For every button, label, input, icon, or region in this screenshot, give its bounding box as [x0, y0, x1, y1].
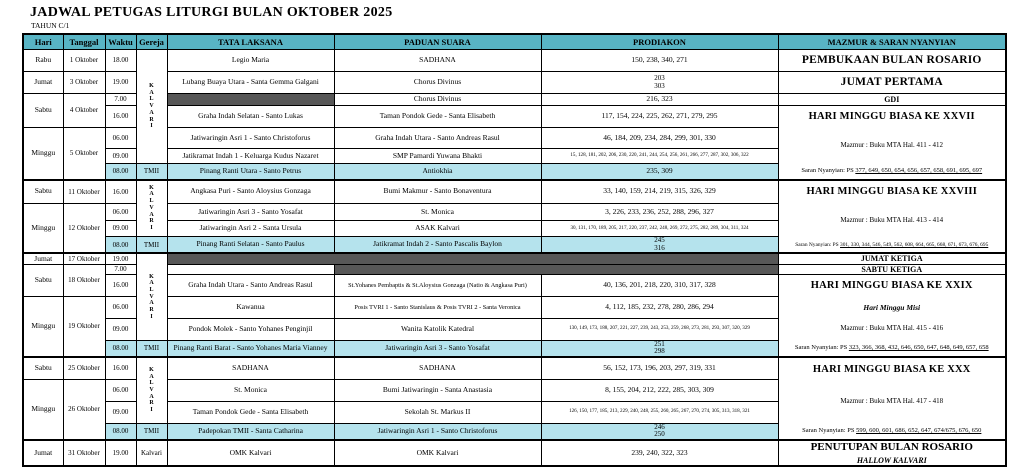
mazmur-block-title: HARI MINGGU BIASA KE XXVII — [808, 111, 975, 123]
paduan-suara: SADHANA — [334, 357, 541, 379]
mazmur-reference: Mazmur : Buku MTA Hal. 411 - 412 — [840, 141, 944, 150]
waktu: 08.00 — [105, 423, 136, 440]
table-row — [23, 50, 1006, 72]
mazmur-block — [778, 357, 1006, 440]
prodiakon: 203 303 — [541, 72, 778, 94]
mazmur-block — [778, 180, 1006, 254]
gereja-tmii: TMII — [136, 164, 167, 180]
paduan-suara: Wanita Katolik Katedral — [334, 318, 541, 340]
tanggal: 3 Oktober — [63, 72, 105, 94]
prodiakon: 3, 226, 233, 236, 252, 288, 296, 327 — [541, 204, 778, 221]
table-body — [23, 50, 1006, 466]
gereja-tmii: TMII — [136, 237, 167, 254]
dark-bar — [334, 264, 778, 274]
table-row — [23, 72, 1006, 94]
hari: Rabu — [23, 50, 63, 72]
tanggal: 5 Oktober — [63, 128, 105, 180]
paduan-suara: Bumi Jatiwaringin - Santa Anastasia — [334, 379, 541, 401]
hari: Sabtu — [23, 357, 63, 379]
mazmur-block-title: HARI MINGGU BIASA KE XXIX — [810, 280, 973, 292]
tanggal: 18 Oktober — [63, 264, 105, 296]
prodiakon: 239, 240, 322, 323 — [541, 440, 778, 466]
table-header — [23, 34, 1006, 50]
paduan-suara: Sekolah St. Markus II — [334, 401, 541, 423]
prodiakon: 245 316 — [541, 237, 778, 254]
waktu: 16.00 — [105, 180, 136, 204]
paduan-suara: Graha Indah Utara - Santo Andreas Rasul — [334, 128, 541, 149]
prodiakon: 150, 238, 340, 271 — [541, 50, 778, 72]
prodiakon: 15, 128, 181, 202, 206, 230, 220, 241, 244, 254, 256, 261, 266, 277, 287, 302, 306, 322 — [541, 149, 778, 164]
waktu: 7.00 — [105, 94, 136, 106]
waktu: 08.00 — [105, 164, 136, 180]
paduan-suara: Chorus Divinus — [334, 72, 541, 94]
tata-laksana: SADHANA — [167, 357, 334, 379]
prodiakon: 235, 309 — [541, 164, 778, 180]
paduan-suara: Bumi Makmur - Santo Bonaventura — [334, 180, 541, 204]
mazmur-block-title: HARI MINGGU BIASA KE XXX — [812, 363, 971, 375]
hari: Sabtu — [23, 94, 63, 128]
tata-laksana: Angkasa Puri - Santo Aloysius Gonzaga — [167, 180, 334, 204]
table-row — [23, 440, 1006, 466]
tata-laksana: Pondok Molek - Santo Yohanes Penginjil — [167, 318, 334, 340]
tata-laksana: Pinang Ranti Barat - Santo Yohanes Maria Vianney — [167, 340, 334, 357]
col-header-waktu: Waktu — [105, 34, 136, 50]
page-subtitle: TAHUN C/1 — [31, 21, 70, 30]
mazmur: JUMAT PERTAMA — [778, 72, 1006, 94]
paduan-suara: Jatiwaringin Asri 1 - Santo Christoforus — [334, 423, 541, 440]
prodiakon: 40, 136, 201, 218, 220, 310, 317, 328 — [541, 274, 778, 296]
waktu: 06.00 — [105, 379, 136, 401]
mazmur-block — [778, 106, 1006, 180]
table-row — [23, 253, 1006, 264]
waktu: 16.00 — [105, 106, 136, 128]
mazmur: GDI — [778, 94, 1006, 106]
waktu: 09.00 — [105, 401, 136, 423]
waktu: 16.00 — [105, 357, 136, 379]
col-header-tata-laksana: TATA LAKSANA — [167, 34, 334, 50]
hari: Jumat — [23, 72, 63, 94]
table-row — [23, 180, 1006, 204]
gereja-kalvari: K A L V A R I — [136, 357, 167, 423]
prodiakon: 130, 149, 173, 188, 207, 221, 227, 239, 243, 253, 259, 268, 273, 281, 293, 307, 320, 329 — [541, 318, 778, 340]
paduan-suara: St.Yohanes Pembaptis & St.Aloysius Gonzaga (Natio & Angkasa Puri) — [334, 274, 541, 296]
paduan-suara: SADHANA — [334, 50, 541, 72]
tanggal: 4 Oktober — [63, 94, 105, 128]
tanggal: 19 Oktober — [63, 296, 105, 357]
col-header-tanggal: Tanggal — [63, 34, 105, 50]
mazmur-block-note: Hari Minggu Misi — [863, 303, 921, 313]
col-header-gereja: Gereja — [136, 34, 167, 50]
mazmur-reference: Mazmur : Buku MTA Hal. 417 - 418 — [840, 397, 944, 406]
gereja-kalvari: K A L V A R I — [136, 180, 167, 237]
hari: Minggu — [23, 128, 63, 180]
hari: Jumat — [23, 253, 63, 264]
schedule-table — [22, 33, 1007, 467]
mazmur-block-title: HARI MINGGU BIASA KE XXVIII — [806, 185, 977, 197]
mazmur-reference: Mazmur : Buku MTA Hal. 413 - 414 — [840, 215, 944, 224]
paduan-suara: ASAK Kalvari — [334, 221, 541, 237]
hari: Sabtu — [23, 264, 63, 296]
tata-laksana: Legio Maria — [167, 50, 334, 72]
hari: Jumat — [23, 440, 63, 466]
paduan-suara: Jatikramat Indah 2 - Santo Pascalis Baylon — [334, 237, 541, 254]
col-header-paduan-suara: PADUAN SUARA — [334, 34, 541, 50]
prodiakon: 246 250 — [541, 423, 778, 440]
paduan-suara: OMK Kalvari — [334, 440, 541, 466]
tata-laksana: Graha Indah Selatan - Santo Lukas — [167, 106, 334, 128]
waktu: 09.00 — [105, 149, 136, 164]
paduan-suara: Chorus Divinus — [334, 94, 541, 106]
prodiakon: 33, 140, 159, 214, 219, 315, 326, 329 — [541, 180, 778, 204]
tanggal: 17 Oktober — [63, 253, 105, 264]
waktu: 19.00 — [105, 253, 136, 264]
gereja-tmii: TMII — [136, 340, 167, 357]
hari: Minggu — [23, 296, 63, 357]
waktu: 06.00 — [105, 128, 136, 149]
mazmur: JUMAT KETIGA — [778, 253, 1006, 264]
gereja-kalvari: K A L V A R I — [136, 50, 167, 164]
waktu: 18.00 — [105, 50, 136, 72]
waktu: 16.00 — [105, 274, 136, 296]
tanggal: 11 Oktober — [63, 180, 105, 204]
waktu: 19.00 — [105, 72, 136, 94]
table-row — [23, 357, 1006, 379]
waktu: 7.00 — [105, 264, 136, 274]
paduan-suara: Antiokhia — [334, 164, 541, 180]
tata-laksana: Pinang Ranti Utara - Santo Petrus — [167, 164, 334, 180]
tata-laksana — [167, 264, 334, 274]
saran-nyanyian: Saran Nyanyian: PS 377, 649, 650, 654, 656, 657, 658, 691, 695, 697 — [801, 166, 983, 174]
prodiakon: 117, 154, 224, 225, 262, 271, 279, 295 — [541, 106, 778, 128]
waktu: 08.00 — [105, 340, 136, 357]
waktu: 08.00 — [105, 237, 136, 254]
tata-laksana: Jatiwaringin Asri 2 - Santa Ursula — [167, 221, 334, 237]
tata-laksana: Padepokan TMII - Santa Catharina — [167, 423, 334, 440]
prodiakon: 46, 184, 209, 234, 284, 299, 301, 330 — [541, 128, 778, 149]
tata-laksana: Jatiwaringin Asri 3 - Santo Yosafat — [167, 204, 334, 221]
prodiakon: 251 298 — [541, 340, 778, 357]
gereja-tmii: TMII — [136, 423, 167, 440]
saran-nyanyian: Saran Nyanyian: PS 599, 600, 601, 686, 652, 647, 674/675, 676, 650 — [802, 427, 982, 435]
tata-laksana: Taman Pondok Gede - Santa Elisabeth — [167, 401, 334, 423]
tanggal: 25 Oktober — [63, 357, 105, 379]
dark-bar — [167, 253, 778, 264]
mazmur-block-title: PENUTUPAN BULAN ROSARIO — [810, 441, 973, 453]
table-row — [23, 94, 1006, 106]
mazmur-reference: Mazmur : Buku MTA Hal. 415 - 416 — [840, 324, 944, 333]
page-title: JADWAL PETUGAS LITURGI BULAN OKTOBER 2025 — [30, 5, 393, 20]
prodiakon: 216, 323 — [541, 94, 778, 106]
paduan-suara: Taman Pondok Gede - Santa Elisabeth — [334, 106, 541, 128]
tata-laksana: Kawanua — [167, 296, 334, 318]
tata-laksana: St. Monica — [167, 379, 334, 401]
prodiakon: 8, 155, 204, 212, 222, 285, 303, 309 — [541, 379, 778, 401]
prodiakon: 126, 150, 177, 185, 213, 229, 240, 248, 255, 260, 265, 267, 270, 274, 305, 313, 318, 321 — [541, 401, 778, 423]
waktu: 09.00 — [105, 318, 136, 340]
mazmur-block — [778, 440, 1006, 466]
paduan-suara: SMP Pamardi Yuwana Bhakti — [334, 149, 541, 164]
saran-nyanyian: Saran Nyanyian: PS 323, 366, 368, 432, 646, 650, 647, 648, 649, 657, 658 — [794, 343, 989, 351]
mazmur: PEMBUKAAN BULAN ROSARIO — [778, 50, 1006, 72]
tata-laksana: Graha Indah Utara - Santo Andreas Rasul — [167, 274, 334, 296]
col-header-mazmur: MAZMUR & SARAN NYANYIAN — [778, 34, 1006, 50]
waktu: 19.00 — [105, 440, 136, 466]
dark-bar — [167, 94, 334, 106]
saran-nyanyian: Saran Nyanyian: PS 301, 330, 344, 546, 549, 562, 608, 664, 665, 668, 671, 673, 676, 695 — [795, 241, 989, 248]
waktu: 06.00 — [105, 296, 136, 318]
tata-laksana: Pinang Ranti Selatan - Santo Paulus — [167, 237, 334, 254]
tanggal: 1 Oktober — [63, 50, 105, 72]
paduan-suara: Jatiwaringin Asri 3 - Santo Yosafat — [334, 340, 541, 357]
tata-laksana: Jatiwaringin Asri 1 - Santo Christoforus — [167, 128, 334, 149]
table-row — [23, 106, 1006, 128]
hari: Sabtu — [23, 180, 63, 204]
tata-laksana: Lubang Buaya Utara - Santa Gemma Galgani — [167, 72, 334, 94]
waktu: 09.00 — [105, 221, 136, 237]
hari: Minggu — [23, 379, 63, 440]
prodiakon: 56, 152, 173, 196, 203, 297, 319, 331 — [541, 357, 778, 379]
prodiakon: 30, 131, 170, 189, 205, 217, 220, 237, 242, 248, 269, 272, 275, 282, 289, 304, 311, 324 — [541, 221, 778, 237]
paduan-suara: St. Monica — [334, 204, 541, 221]
hari: Minggu — [23, 204, 63, 254]
tata-laksana: OMK Kalvari — [167, 440, 334, 466]
tanggal: 26 Oktober — [63, 379, 105, 440]
mazmur-block — [778, 274, 1006, 357]
paduan-suara: Posis TVRI 1 - Santo Stanislaus & Posis TVRI 2 - Santa Veronica — [334, 296, 541, 318]
table-row — [23, 274, 1006, 296]
gereja-kalvari: K A L V A R I — [136, 253, 167, 340]
col-header-prodiakon: PRODIAKON — [541, 34, 778, 50]
mazmur-block-note: HALLOW KALVARI — [856, 455, 927, 465]
mazmur: SABTU KETIGA — [778, 264, 1006, 274]
table-row — [23, 264, 1006, 274]
col-header-hari: Hari — [23, 34, 63, 50]
tanggal: 12 Oktober — [63, 204, 105, 254]
waktu: 06.00 — [105, 204, 136, 221]
gereja-kalvari: Kalvari — [136, 440, 167, 466]
prodiakon: 4, 112, 185, 232, 278, 280, 286, 294 — [541, 296, 778, 318]
tata-laksana: Jatikramat Indah 1 - Keluarga Kudus Nazaret — [167, 149, 334, 164]
header-row — [23, 34, 1006, 50]
tanggal: 31 Oktober — [63, 440, 105, 466]
